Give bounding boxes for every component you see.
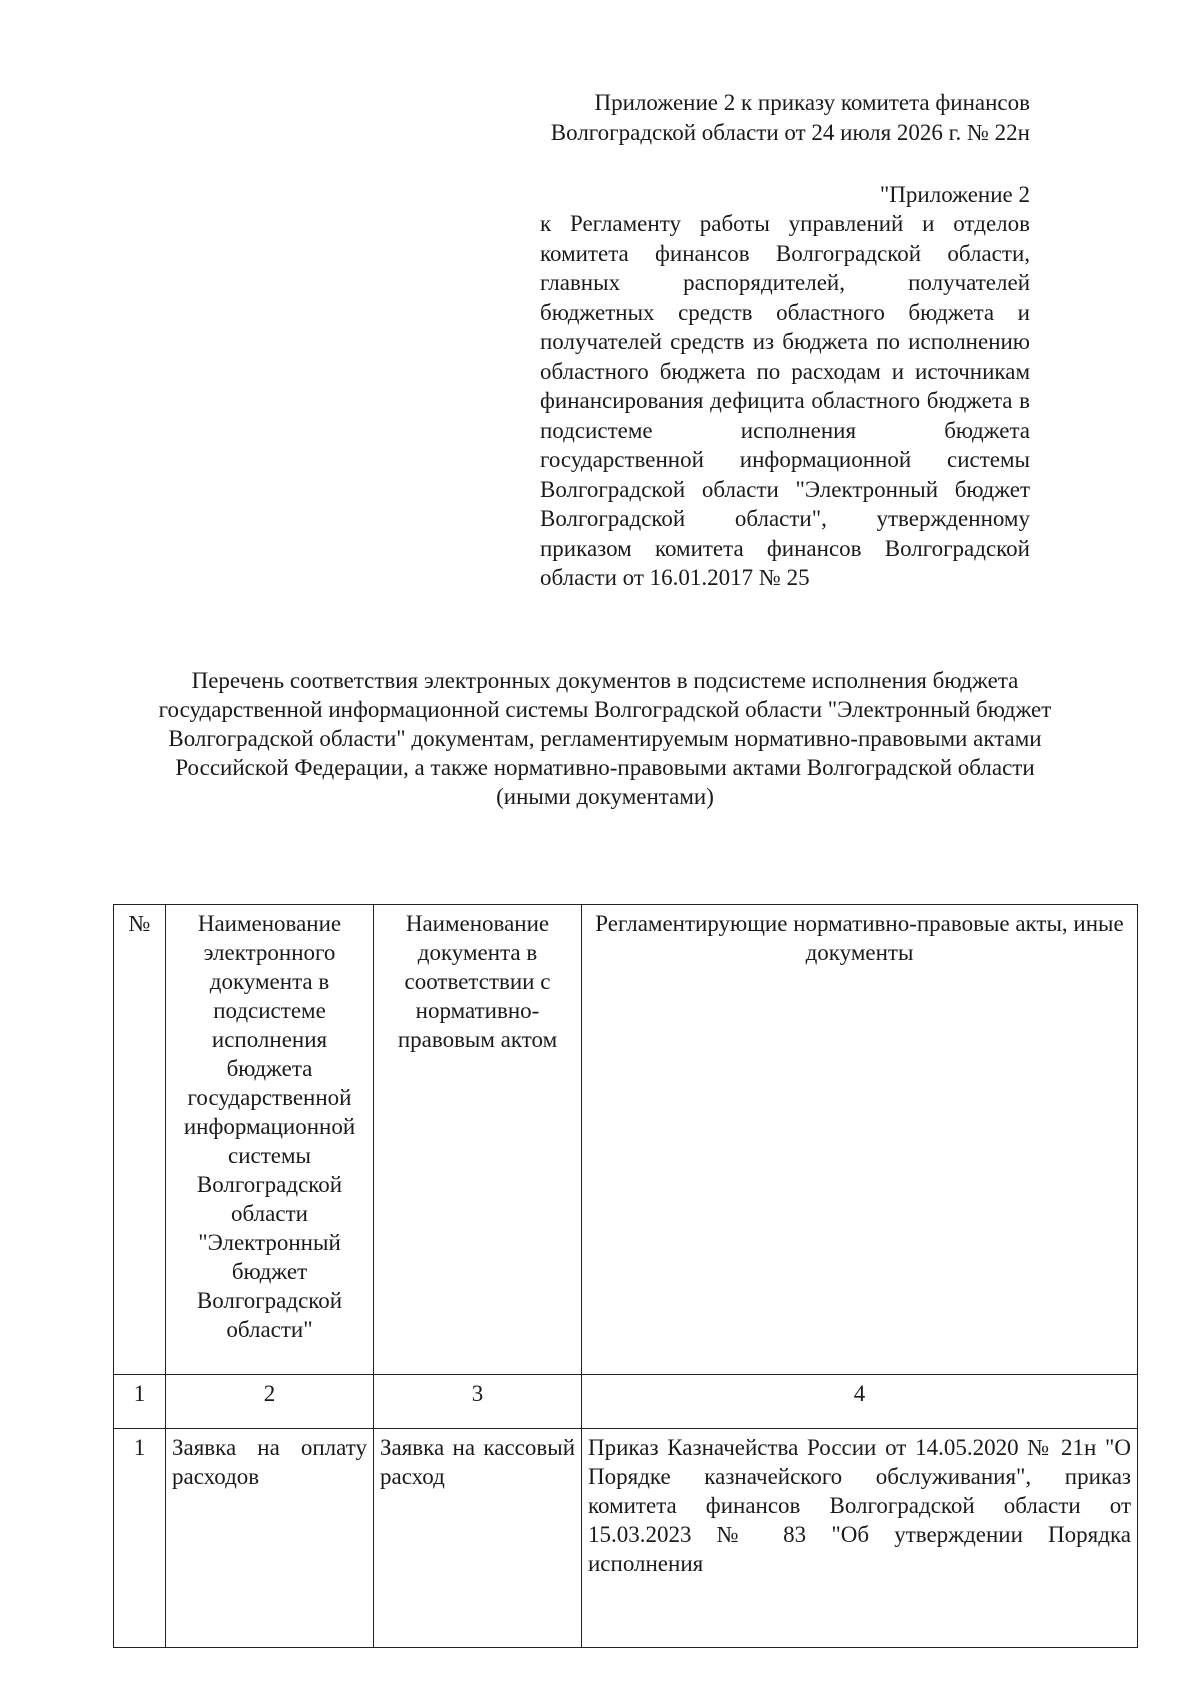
header-regulating-acts: Регламентирующие нормативно-правовые акты, иные документы [582, 905, 1138, 1375]
appendix-reference-text: к Регламенту работы управлений и отделов комитета финансов Волгоградской области, главных распорядителей, получателей бюджетных средств областного бюджета и получателей средств из бюджета по исполнению областного бюджета по расходам и источникам финансирования дефицита областного бюджета в подсистеме исполнения бюджета государственной информационной системы Волгоградской области "Электронный бюджет Волгоградской области", утвержденному приказом комитета финансов Волгоградской области от 16.01.2017 № 25 [540, 211, 1030, 590]
column-number: 1 [114, 1375, 166, 1429]
row-electronic-document: Заявка на оплату расходов [166, 1429, 374, 1648]
order-header-line-1: Приложение 2 к приказу комитета финансов [594, 90, 1030, 115]
document-title-sub: (иными документами) [496, 784, 714, 809]
table-header-row [114, 905, 1138, 1375]
row-regulating-acts: Приказ Казначейства России от 14.05.2020 № 21н "О Порядке казначейского обслуживания", приказ комитета финансов Волгоградской области от 15.03.2023 № 83 "Об утверждении Порядка исполнения [582, 1429, 1138, 1648]
header-legal-document: Наименование документа в соответствии с нормативно-правовым актом [374, 905, 582, 1375]
row-legal-document: Заявка на кассовый расход [374, 1429, 582, 1648]
correspondence-table [113, 904, 1138, 1648]
column-numbers-row [114, 1375, 1138, 1429]
order-header-line-2: Волгоградской области от 24 июля 2026 г. № 22н [550, 120, 1030, 145]
table-row [114, 1429, 1138, 1648]
header-number: № [114, 905, 166, 1375]
appendix-heading: "Приложение 2 [879, 182, 1030, 207]
column-number: 4 [582, 1375, 1138, 1429]
column-number: 3 [374, 1375, 582, 1429]
column-number: 2 [166, 1375, 374, 1429]
document-title-main: Перечень соответствия электронных документов в подсистеме исполнения бюджета государственной информационной системы Волгоградской области "Электронный бюджет Волгоградской области" документам, регламентируемым нормативно-правовыми актами Российской Федерации, а также нормативно-правовыми актами Волгоградской области [158, 668, 1052, 780]
order-header [500, 88, 1030, 148]
header-electronic-document: Наименование электронного документа в подсистеме исполнения бюджета государственной информационной системы Волгоградской области "Электронный бюджет Волгоградской области" [166, 905, 374, 1375]
document-title [130, 666, 1080, 811]
row-number: 1 [114, 1429, 166, 1648]
